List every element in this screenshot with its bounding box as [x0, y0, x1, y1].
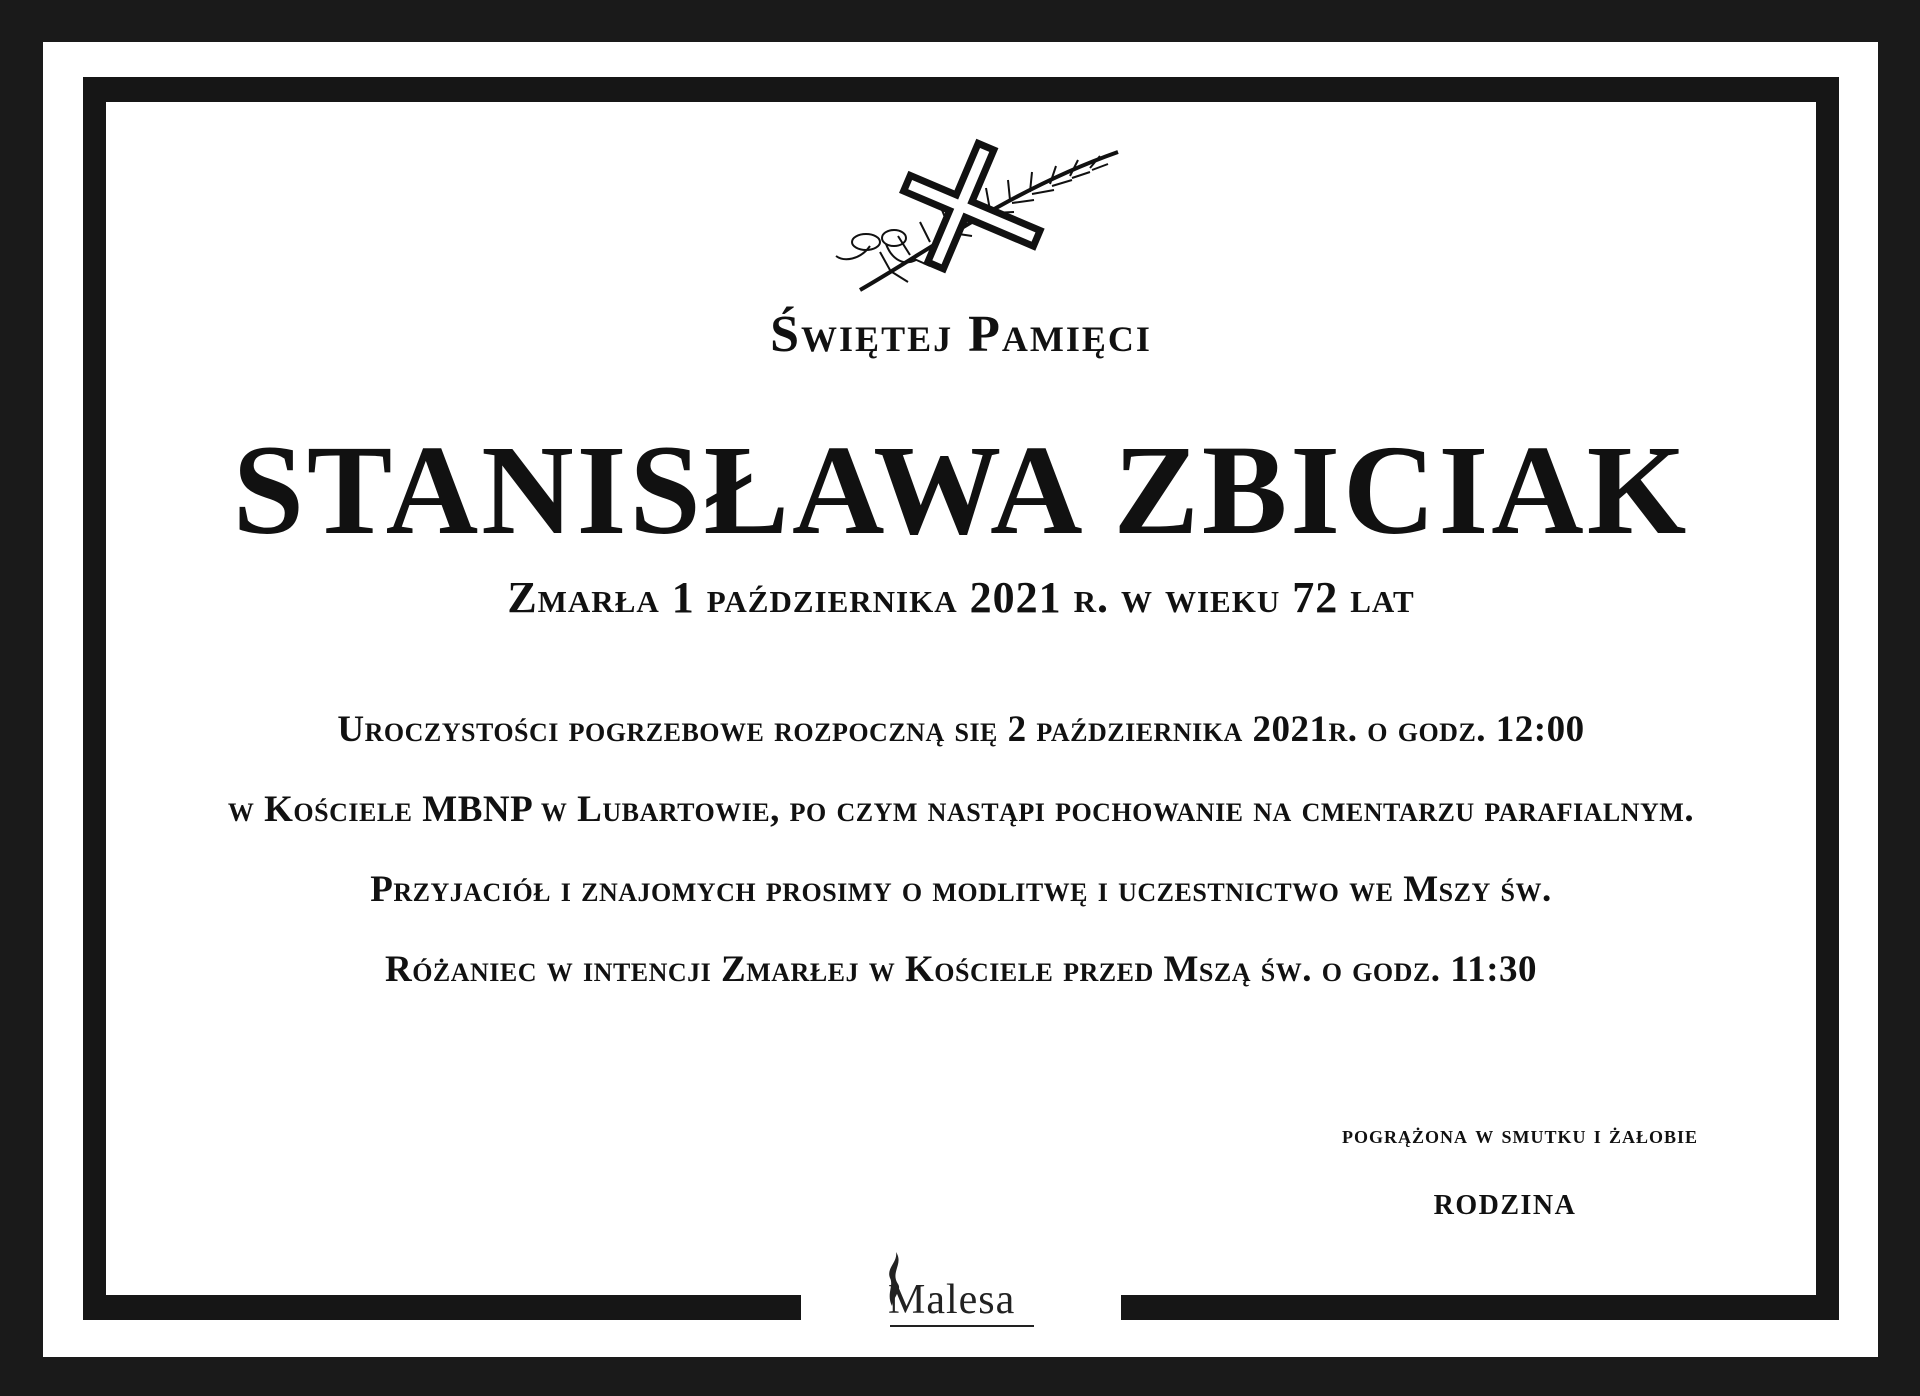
frame-border-top [83, 77, 1839, 102]
frame-border-left [83, 77, 106, 1320]
deceased-name: STANISŁAWA ZBICIAK [232, 419, 1690, 561]
heading: Świętej Pamięci [770, 306, 1152, 363]
death-info: Zmarła 1 października 2021 r. w wieku 72 lat [507, 573, 1415, 622]
funeral-place-line: w Kościele MBNP w Lubartowie, po czym nastąpi pochowanie na cmentarzu parafialnym. [227, 789, 1695, 830]
frame-border-bottom-left [83, 1295, 801, 1320]
funeral-time-line: Uroczystości pogrzebowe rozpoczną się 2 października 2021r. o godz. 12:00 [337, 709, 1585, 750]
cross-with-palm-icon [800, 130, 1140, 300]
announcement-body [106, 705, 1816, 1025]
brand-logo [860, 1250, 1060, 1330]
frame-border-bottom-right [1121, 1295, 1839, 1320]
brand-name: Malesa [888, 1277, 1016, 1323]
mourning-text: pogrążona w smutku i żałobie [1341, 1122, 1699, 1149]
invitation-line: Przyjaciół i znajomych prosimy o modlitwę i uczestnictwo we Mszy św. [370, 869, 1552, 910]
frame-border-right [1816, 77, 1839, 1320]
family-signature: RODZINA [1433, 1190, 1577, 1221]
rosary-line: Różaniec w intencji Zmarłej w Kościele przed Mszą św. o godz. 11:30 [384, 949, 1538, 990]
brand-underline [890, 1325, 1034, 1327]
